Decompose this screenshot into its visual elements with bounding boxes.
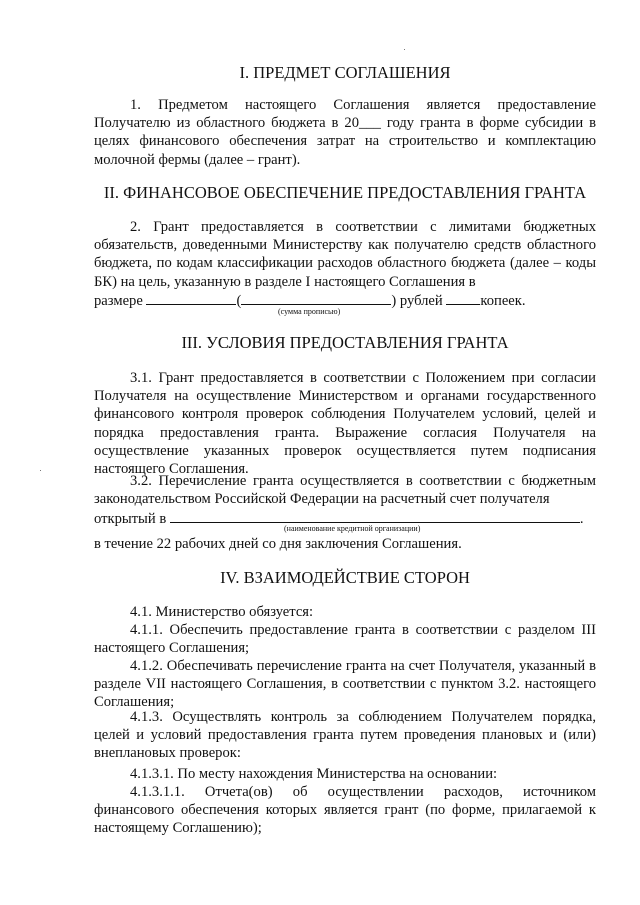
- section-2-title: II. ФИНАНСОВОЕ ОБЕСПЕЧЕНИЕ ПРЕДОСТАВЛЕНИЯ ГРАНТА: [103, 183, 587, 202]
- section-4-title: IV. ВЗАИМОДЕЙСТВИЕ СТОРОН: [220, 568, 470, 587]
- opened-in-label: открытый в: [94, 511, 167, 527]
- bank-line-dot: .: [579, 511, 584, 527]
- section-4-paragraph-4: 4.1.3. Осуществлять контроль за соблюдением Получателем порядка, целей и условий предоставления гранта путем проведения плановых и (или) внеплановых проверок:: [94, 709, 596, 762]
- amount-label: размере: [94, 293, 143, 309]
- section-2-paragraph: 2. Грант предоставляется в соответствии с лимитами бюджетных обязательств, доведенными Министерству как получателю средств областного бюджета, по кодам классификации расходов областного бюджета (далее – коды БК) на цель, указанную в разделе I настоящего Соглашения в: [94, 219, 596, 290]
- section-4-paragraph-6: 4.1.3.1.1. Отчета(ов) об осуществлении расходов, источником финансового обеспечения которых является грант (по форме, прилагаемой к настоящему Соглашению);: [94, 784, 596, 837]
- section-4-paragraph-2: 4.1.1. Обеспечить предоставление гранта в соответствии с разделом III настоящего Соглашения;: [94, 622, 596, 657]
- amount-words-blank[interactable]: [241, 290, 391, 305]
- section-4-paragraph-3: 4.1.2. Обеспечивать перечисление гранта на счет Получателя, указанный в разделе VII настоящего Соглашения, в соответствии с пунктом 3.2. настоящего Соглашения;: [94, 658, 596, 711]
- section-1-paragraph: 1. Предметом настоящего Соглашения является предоставление Получателю из областного бюджета в 20___ году гранта в форме субсидии в целях финансового обеспечения затрат на строительство и комплектацию молочной фермы (далее – грант).: [94, 97, 596, 168]
- scan-speck: [40, 470, 41, 471]
- section-3-paragraph-2: 3.2. Перечисление гранта осуществляется в соответствии с бюджетным законодательством Российской Федерации на расчетный счет получателя: [94, 473, 596, 508]
- section-1-title: I. ПРЕДМЕТ СОГЛАШЕНИЯ: [239, 63, 451, 82]
- kopecks-blank[interactable]: [446, 290, 480, 305]
- scan-speck: [404, 49, 405, 50]
- open-paren: (: [236, 293, 242, 309]
- amount-caption: (сумма прописью): [278, 307, 341, 316]
- section-4-paragraph-1: 4.1. Министерство обязуется:: [130, 604, 314, 620]
- bank-caption: (наименование кредитной организации): [284, 524, 421, 533]
- section-3-paragraph-2-end: в течение 22 рабочих дней со дня заключения Соглашения.: [94, 536, 462, 552]
- kopecks-label: копеек.: [480, 293, 526, 309]
- rubles-label: ) рублей: [391, 293, 443, 309]
- section-4-paragraph-5: 4.1.3.1. По месту нахождения Министерства на основании:: [130, 766, 498, 782]
- section-3-title: III. УСЛОВИЯ ПРЕДОСТАВЛЕНИЯ ГРАНТА: [181, 333, 509, 352]
- bank-name-blank[interactable]: [170, 508, 580, 523]
- section-3-paragraph-1: 3.1. Грант предоставляется в соответствии с Положением при согласии Получателя на осуществление Министерством и органами государственного финансового контроля проверок соблюдения Получателем условий, целей и порядка предоставления гранта. Выражение согласия Получателя на осуществление указанных проверок осуществляется путем подписания настоящего Соглашения.: [94, 370, 596, 478]
- amount-line: [94, 290, 596, 310]
- amount-number-blank[interactable]: [146, 290, 236, 305]
